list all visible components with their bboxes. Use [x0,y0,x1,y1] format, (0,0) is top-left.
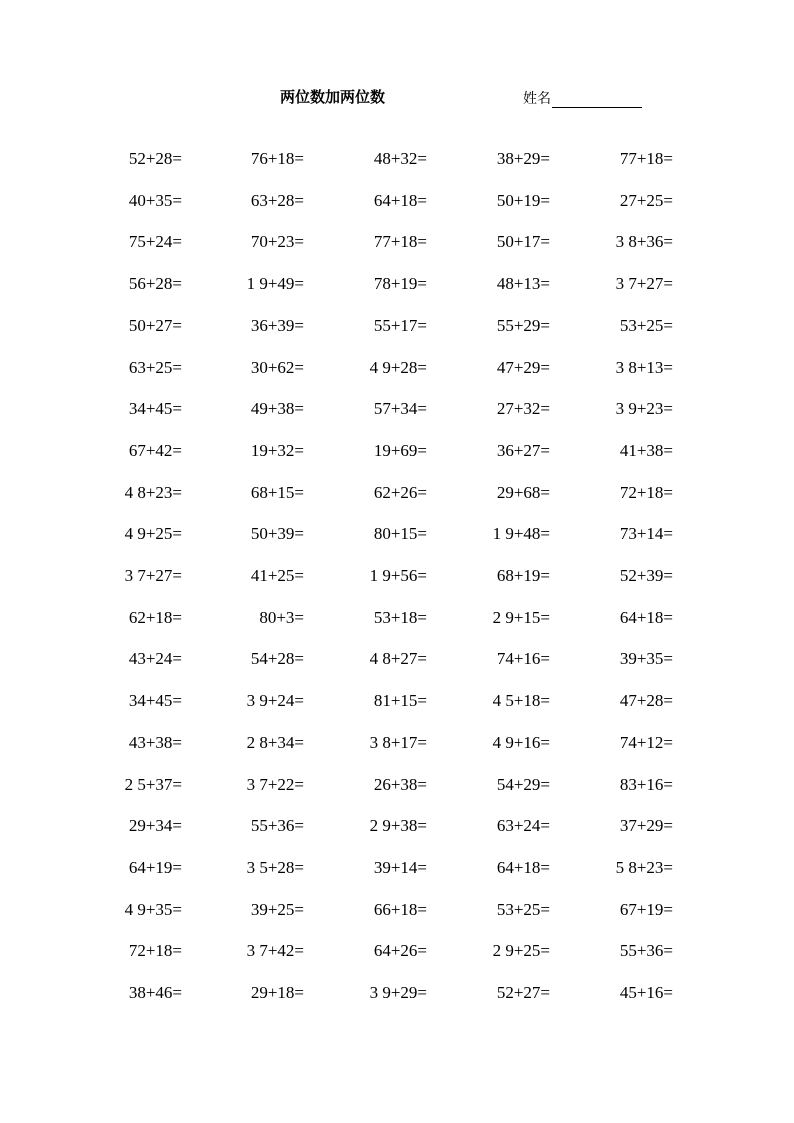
problem-item: 83+16= [619,774,673,794]
name-label: 姓名 [523,91,551,107]
problem-row [0,440,794,462]
problem-item: 67+42= [128,440,182,460]
problem-item: 39+25= [250,899,304,919]
problem-item: 68+19= [496,566,550,585]
problem-item: 3 9+29= [369,983,427,1002]
problem-item: 1 9+48= [492,524,550,544]
problem-row [0,231,794,253]
problem-item: 4 9+16= [492,732,550,752]
problem-row [0,190,794,212]
problem-item: 55+29= [496,315,550,335]
problem-item: 77+18= [373,232,427,252]
problem-item: 1 9+56= [369,566,427,585]
problem-item: 75+24= [128,232,182,252]
problem-item: 64+18= [496,857,550,877]
problem-item: 3 7+22= [246,774,304,794]
problem-item: 4 5+18= [492,691,550,711]
problem-item: 48+13= [496,274,550,294]
problem-item: 43+38= [128,732,182,752]
problem-item: 3 7+27= [615,274,673,294]
worksheet-title: 两位数加两位数 [280,88,386,106]
problem-item: 38+29= [496,149,550,168]
problem-item: 43+24= [128,649,182,669]
problem-item: 57+34= [373,399,427,419]
problem-item: 36+39= [250,315,304,335]
problem-item: 4 8+23= [124,482,182,502]
problem-item: 39+35= [619,649,673,669]
problem-item: 72+18= [128,941,182,961]
problem-item: 63+25= [128,357,182,377]
problem-item: 3 7+42= [246,941,304,961]
problem-item: 50+39= [250,524,304,544]
problem-item: 3 8+17= [369,732,427,752]
problem-item: 80+3= [259,607,304,627]
problem-row [0,565,794,587]
problem-row [0,648,794,670]
problem-row [0,982,794,1004]
problem-item: 2 9+25= [492,941,550,961]
problem-item: 55+17= [373,315,427,335]
problem-item: 77+18= [619,149,673,168]
problem-item: 37+29= [619,816,673,836]
problem-row [0,148,794,170]
problem-item: 74+16= [496,649,550,669]
problem-item: 72+18= [619,482,673,502]
problem-item: 41+25= [250,566,304,585]
problem-item: 68+15= [250,482,304,502]
problem-item: 63+24= [496,816,550,836]
problem-row [0,774,794,796]
problem-item: 29+18= [250,983,304,1002]
problem-item: 38+46= [128,983,182,1002]
problem-row [0,482,794,504]
problem-item: 3 9+23= [615,399,673,419]
problem-item: 3 9+24= [246,691,304,711]
problem-item: 2 5+37= [124,774,182,794]
problem-item: 49+38= [250,399,304,419]
problem-item: 3 8+36= [615,232,673,252]
problem-item: 56+28= [128,274,182,294]
problem-row [0,940,794,962]
problem-item: 63+28= [250,190,304,210]
problem-item: 1 9+49= [246,274,304,294]
problem-item: 62+18= [128,607,182,627]
problem-row [0,523,794,545]
problem-item: 3 5+28= [246,857,304,877]
problem-item: 47+29= [496,357,550,377]
problem-item: 34+45= [128,399,182,419]
problem-item: 29+34= [128,816,182,836]
problem-item: 41+38= [619,440,673,460]
problem-item: 27+32= [496,399,550,419]
problem-item: 47+28= [619,691,673,711]
problem-item: 74+12= [619,732,673,752]
problem-item: 76+18= [250,149,304,168]
problem-item: 4 9+35= [124,899,182,919]
problem-item: 50+19= [496,190,550,210]
problem-item: 30+62= [250,357,304,377]
problem-row [0,273,794,295]
problem-item: 81+15= [373,691,427,711]
problem-item: 52+39= [619,566,673,585]
problem-item: 26+38= [373,774,427,794]
problem-item: 29+68= [496,482,550,502]
problem-item: 62+26= [373,482,427,502]
problem-item: 66+18= [373,899,427,919]
problem-row [0,357,794,379]
problem-row [0,857,794,879]
problem-item: 3 7+27= [124,566,182,585]
problem-item: 54+29= [496,774,550,794]
problem-item: 64+19= [128,857,182,877]
problem-item: 64+26= [373,941,427,961]
problem-item: 52+28= [128,149,182,168]
problem-item: 36+27= [496,440,550,460]
problem-item: 52+27= [496,983,550,1002]
problem-item: 4 8+27= [369,649,427,669]
problem-item: 4 9+28= [369,357,427,377]
problem-item: 53+25= [619,315,673,335]
problem-item: 27+25= [619,190,673,210]
problem-item: 50+27= [128,315,182,335]
problem-item: 2 9+15= [492,607,550,627]
problem-item: 5 8+23= [615,857,673,877]
problem-item: 50+17= [496,232,550,252]
problem-item: 48+32= [373,149,427,168]
problem-item: 19+32= [250,440,304,460]
problem-item: 70+23= [250,232,304,252]
problem-item: 67+19= [619,899,673,919]
problem-item: 64+18= [619,607,673,627]
problem-row [0,398,794,420]
problem-item: 53+25= [496,899,550,919]
problem-item: 55+36= [250,816,304,836]
problem-item: 19+69= [373,440,427,460]
problem-row [0,899,794,921]
problem-row [0,732,794,754]
problem-item: 2 9+38= [369,816,427,836]
problem-item: 64+18= [373,190,427,210]
problem-item: 39+14= [373,857,427,877]
problem-item: 73+14= [619,524,673,544]
problem-item: 54+28= [250,649,304,669]
problem-item: 34+45= [128,691,182,711]
problem-item: 4 9+25= [124,524,182,544]
problem-item: 45+16= [619,983,673,1002]
problem-item: 3 8+13= [615,357,673,377]
problem-item: 40+35= [128,190,182,210]
problem-item: 80+15= [373,524,427,544]
problem-row [0,607,794,629]
problem-row [0,315,794,337]
problem-row [0,690,794,712]
problem-row [0,815,794,837]
problem-item: 78+19= [373,274,427,294]
problem-item: 2 8+34= [246,732,304,752]
problem-item: 55+36= [619,941,673,961]
problem-item: 53+18= [373,607,427,627]
